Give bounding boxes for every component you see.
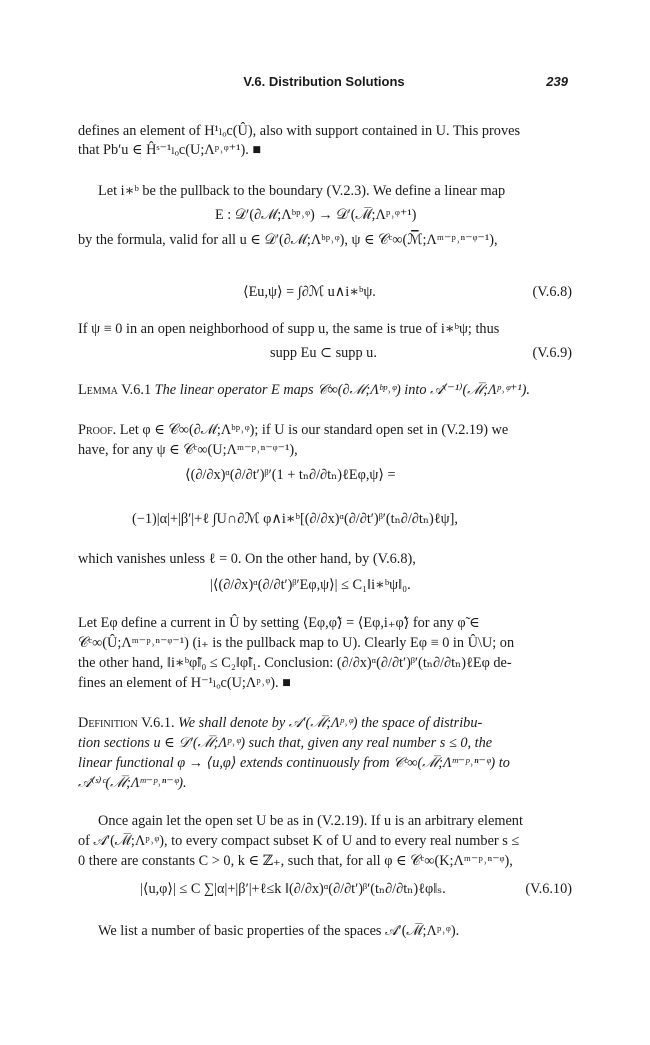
text-line: fines an element of H⁻¹ₗₒc(U;Λᵖ˒ᵠ). ■	[78, 675, 291, 691]
equation: (−1)|α|+|β′|+ℓ ∫U∩∂ℳ φ∧i∗ᵇ[(∂/∂x)ᵅ(∂/∂t′)ᵝ′(tₙ∂/∂tₙ)ℓψ],	[132, 511, 458, 527]
text-line: of 𝒜′(ℳ̅;Λᵖ˒ᵠ), to every compact subset K of U and to every real number s ≤	[78, 833, 520, 849]
page-header	[78, 74, 570, 96]
text-line: have, for any ψ ∈ 𝒞ᶜ∞(U;Λᵐ⁻ᵖ˒ⁿ⁻ᵠ⁻¹),	[78, 442, 298, 458]
text-line: Once again let the open set U be as in (V.2.19). If u is an arbitrary element	[98, 813, 523, 829]
running-head: V.6. Distribution Solutions	[243, 74, 405, 89]
proof-label: Proof.	[78, 422, 117, 438]
equation: supp Eu ⊂ supp u.	[270, 345, 377, 361]
definition-text: tion sections u ∈ 𝒟′(ℳ̅;Λᵖ˒ᵠ) such that, given any real number s ≤ 0, the	[78, 735, 493, 751]
definition-text: 𝒜̇⁽ˢ⁾ᶜ(ℳ̅;Λᵐ⁻ᵖ˒ⁿ⁻ᵠ).	[78, 775, 187, 791]
equation: |⟨u,φ⟩| ≤ C ∑|α|+|β′|+ℓ≤k ‖(∂/∂x)ᵅ(∂/∂t′)ᵝ′(tₙ∂/∂tₙ)ℓφ‖ₛ.	[140, 881, 446, 897]
text-line: We list a number of basic properties of the spaces 𝒜′(ℳ̅;Λᵖ˒ᵠ).	[98, 923, 460, 939]
text-line: Let Eφ define a current in Û by setting ⟨Eφ,φ̃⟩ = ⟨Eφ,i₊φ̃⟩ for any φ̃ ∈	[78, 615, 480, 631]
definition	[78, 714, 572, 732]
page-number: 239	[546, 74, 568, 89]
definition-text: We shall denote by 𝒜′(ℳ̅;Λᵖ˒ᵠ) the space of distribu-	[178, 715, 483, 731]
text-line: 0 there are constants C > 0, k ∈ ℤ₊, such that, for all φ ∈ 𝒞ᶜ∞(K;Λᵐ⁻ᵖ˒ⁿ⁻ᵠ),	[78, 853, 513, 869]
equation-number: (V.6.9)	[532, 345, 572, 361]
text-line: by the formula, valid for all u ∈ 𝒟′(∂ℳ;Λᵇᵖ˒ᵠ), ψ ∈ 𝒞ᶜ∞(ℳ̅;Λᵐ⁻ᵖ˒ⁿ⁻ᵠ⁻¹),	[78, 232, 498, 248]
text-line	[78, 734, 572, 752]
equation: E : 𝒟′(∂ℳ;Λᵇᵖ˒ᵠ) → 𝒟′(ℳ̅;Λᵖ˒ᵠ⁺¹)	[215, 207, 417, 223]
equation: ⟨(∂/∂x)ᵅ(∂/∂t′)ᵝ′(1 + tₙ∂/∂tₙ)ℓEφ,ψ⟩ =	[185, 467, 396, 483]
equation: ⟨Eu,ψ⟩ = ∫∂ℳ u∧i∗ᵇψ.	[243, 284, 376, 300]
proof-line	[78, 421, 572, 439]
lemma	[78, 381, 572, 399]
lemma-text: The linear operator E maps 𝒞∞(∂ℳ;Λᵇᵖ˒ᵠ) into 𝒜̇⁽⁻¹⁾(ℳ̅;Λᵖ˒ᵠ⁺¹).	[154, 382, 530, 398]
equation-number: (V.6.8)	[532, 284, 572, 300]
lemma-label: Lemma V.6.1	[78, 382, 152, 398]
text-line: defines an element of H¹ₗₒc(Û), also with support contained in U. This proves	[78, 123, 521, 139]
definition-label: Definition V.6.1.	[78, 715, 175, 731]
definition-text: linear functional φ → ⟨u,φ⟩ extends continuously from 𝒞ᶜ∞(ℳ̅;Λᵐ⁻ᵖ˒ⁿ⁻ᵠ) to	[78, 755, 510, 771]
proof-text: Let φ ∈ 𝒞∞(∂ℳ;Λᵇᵖ˒ᵠ); if U is our standard open set in (V.2.19) we	[119, 422, 509, 438]
text-line: the other hand, ‖i∗ᵇφ̃‖₀ ≤ C₂‖φ̃‖₁. Conclusion: (∂/∂x)ᵅ(∂/∂t′)ᵝ′(tₙ∂/∂tₙ)ℓEφ de-	[78, 655, 512, 671]
equation: |⟨(∂/∂x)ᵅ(∂/∂t′)ᵝ′Eφ,ψ⟩| ≤ C₁‖i∗ᵇψ‖₀.	[210, 577, 411, 593]
text-line	[78, 754, 572, 772]
text-line: 𝒞ᶜ∞(Û;Λᵐ⁻ᵖ˒ⁿ⁻ᵠ⁻¹) (i₊ is the pullback map to U). Clearly Eφ ≡ 0 in Û\U; on	[78, 635, 515, 651]
text-line: that Pb′u ∈ Ĥˢ⁻¹ₗₒc(U;Λᵖ˒ᵠ⁺¹). ■	[78, 142, 262, 158]
text-line: which vanishes unless ℓ = 0. On the other hand, by (V.6.8),	[78, 551, 416, 567]
text-line	[78, 774, 572, 792]
text-line: Let i∗ᵇ be the pullback to the boundary (V.2.3). We define a linear map	[98, 183, 506, 199]
text-line: If ψ ≡ 0 in an open neighborhood of supp u, the same is true of i∗ᵇψ; thus	[78, 321, 500, 337]
equation-number: (V.6.10)	[525, 881, 572, 897]
